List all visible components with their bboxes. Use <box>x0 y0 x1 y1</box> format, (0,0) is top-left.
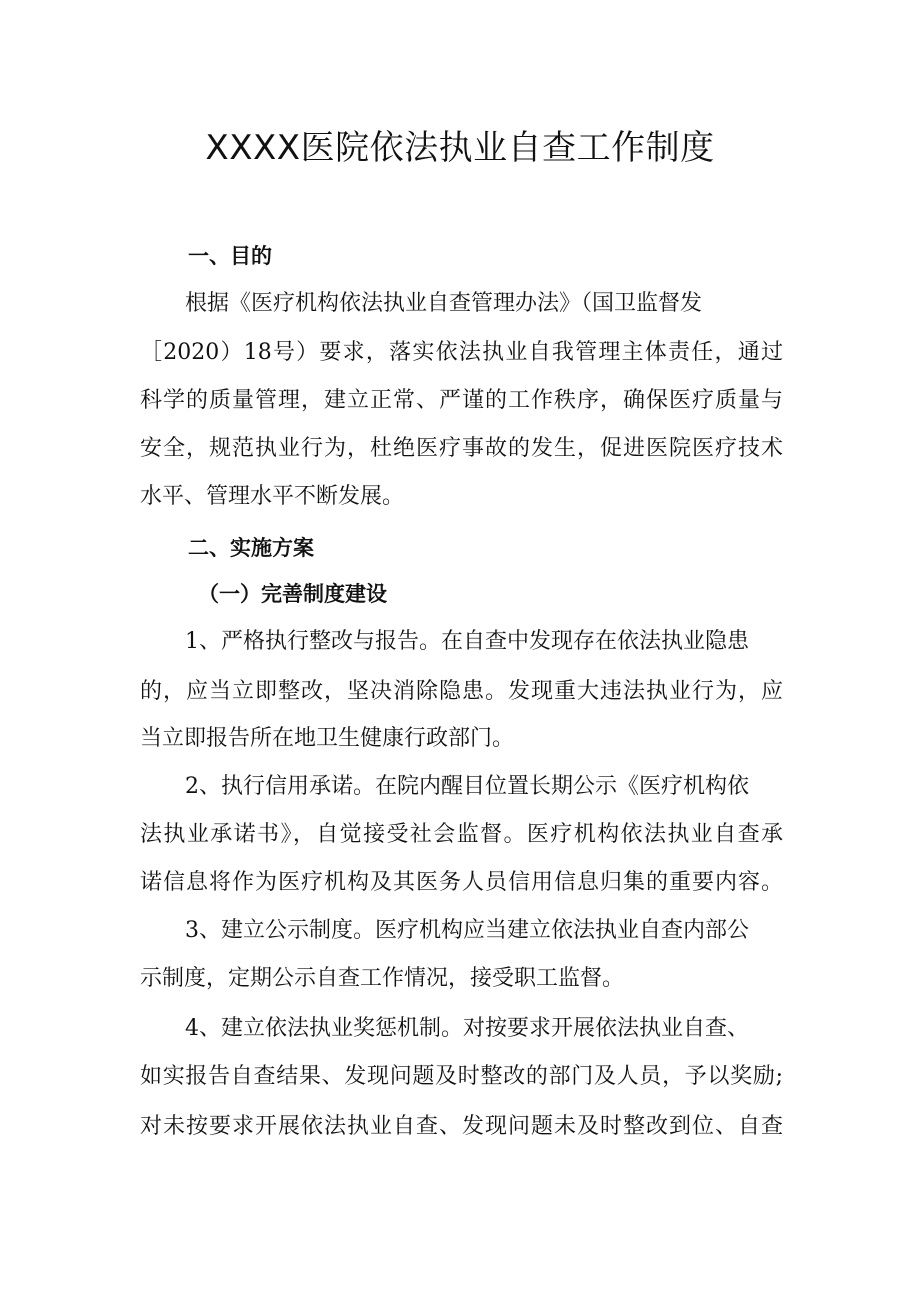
paragraph-line: 水平、管理水平不断发展。 <box>140 484 405 509</box>
document-title: XXXX医院依法执业自查工作制度 <box>205 128 715 168</box>
paragraph-line: 如实报告自查结果、发现问题及时整改的部门及人员，予以奖励; <box>140 1064 783 1089</box>
paragraph-line: 法执业承诺书》，自觉接受社会监督。医疗机构依法执业自查承 <box>140 822 783 847</box>
section-heading-purpose: 一、目的 <box>188 244 272 268</box>
paragraph-line: 3、建立公示制度。医疗机构应当建立依法执业自查内部公 <box>185 918 749 943</box>
paragraph-line: 1、严格执行整改与报告。在自查中发现存在依法执业隐患 <box>185 629 749 654</box>
paragraph-line: 诺信息将作为医疗机构及其医务人员信用信息归集的重要内容。 <box>140 870 783 895</box>
paragraph-line: 4、建立依法执业奖惩机制。对按要求开展依法执业自查、 <box>185 1016 749 1041</box>
paragraph-line: 2、执行信用承诺。在院内醒目位置长期公示《医疗机构依 <box>185 774 749 799</box>
paragraph-line: 对未按要求开展依法执业自查、发现问题未及时整改到位、自查 <box>140 1114 783 1139</box>
paragraph-line: 科学的质量管理，建立正常、严谨的工作秩序，确保医疗质量与 <box>140 388 783 413</box>
paragraph-line: 根据《医疗机构依法执业自查管理办法》（国卫监督发 <box>185 291 703 316</box>
subsection-heading: （一）完善制度建设 <box>198 582 387 606</box>
paragraph-line: 的，应当立即整改，坚决消除隐患。发现重大违法执业行为，应 <box>140 679 783 704</box>
section-heading-plan: 二、实施方案 <box>188 536 314 560</box>
paragraph-line: 安全，规范执业行为，杜绝医疗事故的发生，促进医院医疗技术 <box>140 436 783 461</box>
paragraph-line: 当立即报告所在地卫生健康行政部门。 <box>140 726 515 751</box>
paragraph-line: 示制度，定期公示自查工作情况，接受职工监督。 <box>140 966 625 991</box>
paragraph-line: ［2020）18号）要求，落实依法执业自我管理主体责任，通过 <box>140 340 783 365</box>
